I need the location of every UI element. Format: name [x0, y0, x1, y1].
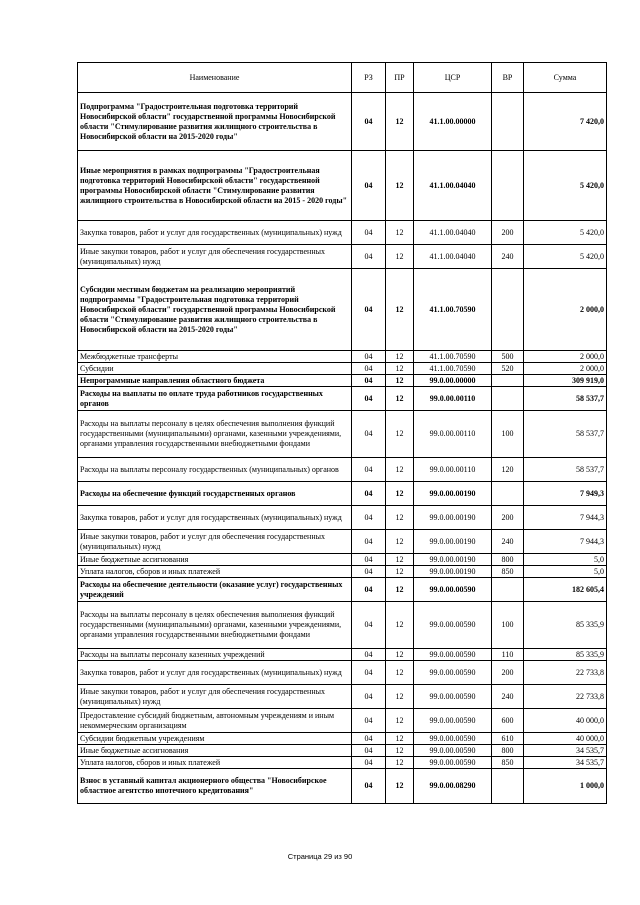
row-rz: 04 — [352, 506, 386, 530]
row-vr — [492, 769, 524, 804]
table-row — [78, 458, 607, 482]
row-rz: 04 — [352, 351, 386, 363]
row-name: Расходы на выплаты персоналу в целях обеспечения выполнения функций государственными (муниципальными) органами, казенными учреждениями, органами управления государственными внебюджетными фондами — [78, 602, 352, 649]
page-number: Страница 29 из 90 — [287, 852, 353, 861]
row-pr: 12 — [386, 93, 414, 151]
row-csr: 99.0.00.00590 — [414, 733, 492, 745]
row-pr: 12 — [386, 733, 414, 745]
row-csr: 99.0.00.00190 — [414, 554, 492, 566]
row-sum: 1 000,0 — [524, 769, 607, 804]
table-row — [78, 411, 607, 458]
row-name: Закупка товаров, работ и услуг для государственных (муниципальных) нужд — [78, 661, 352, 685]
row-pr: 12 — [386, 269, 414, 351]
table-row — [78, 245, 607, 269]
row-vr: 240 — [492, 685, 524, 709]
table-row — [78, 221, 607, 245]
row-vr: 200 — [492, 506, 524, 530]
table-row — [78, 375, 607, 387]
row-sum: 40 000,0 — [524, 709, 607, 733]
row-csr: 41.1.00.04040 — [414, 151, 492, 221]
row-vr: 850 — [492, 757, 524, 769]
row-name: Уплата налогов, сборов и иных платежей — [78, 757, 352, 769]
row-csr: 41.1.00.04040 — [414, 221, 492, 245]
row-rz: 04 — [352, 375, 386, 387]
row-pr: 12 — [386, 649, 414, 661]
row-vr: 500 — [492, 351, 524, 363]
row-pr: 12 — [386, 482, 414, 506]
row-csr: 99.0.00.00590 — [414, 685, 492, 709]
row-pr: 12 — [386, 661, 414, 685]
row-pr: 12 — [386, 375, 414, 387]
row-vr — [492, 387, 524, 411]
row-vr: 240 — [492, 245, 524, 269]
row-vr: 100 — [492, 602, 524, 649]
row-sum: 2 000,0 — [524, 269, 607, 351]
row-rz: 04 — [352, 733, 386, 745]
table-row — [78, 578, 607, 602]
row-sum: 34 535,7 — [524, 757, 607, 769]
row-vr: 240 — [492, 530, 524, 554]
row-name: Расходы на выплаты персоналу казенных учреждений — [78, 649, 352, 661]
row-csr: 99.0.00.00190 — [414, 530, 492, 554]
row-rz: 04 — [352, 554, 386, 566]
row-vr — [492, 151, 524, 221]
row-name: Расходы на обеспечение функций государственных органов — [78, 482, 352, 506]
row-sum: 182 605,4 — [524, 578, 607, 602]
row-rz: 04 — [352, 482, 386, 506]
row-pr: 12 — [386, 554, 414, 566]
row-name: Взнос в уставный капитал акционерного общества "Новосибирское областное агентство ипотечного кредитования" — [78, 769, 352, 804]
table-row — [78, 530, 607, 554]
page-footer — [0, 852, 640, 861]
table-row — [78, 482, 607, 506]
row-sum: 34 535,7 — [524, 745, 607, 757]
row-rz: 04 — [352, 709, 386, 733]
row-rz: 04 — [352, 685, 386, 709]
row-pr: 12 — [386, 387, 414, 411]
row-vr: 850 — [492, 566, 524, 578]
table-row — [78, 757, 607, 769]
header-vr: ВР — [492, 63, 524, 93]
row-csr: 99.0.00.08290 — [414, 769, 492, 804]
table-row — [78, 554, 607, 566]
row-vr: 200 — [492, 221, 524, 245]
row-csr: 41.1.00.70590 — [414, 269, 492, 351]
row-pr: 12 — [386, 530, 414, 554]
header-rz: РЗ — [352, 63, 386, 93]
row-sum: 22 733,8 — [524, 661, 607, 685]
table-row — [78, 745, 607, 757]
table-row — [78, 566, 607, 578]
header-csr: ЦСР — [414, 63, 492, 93]
row-csr: 99.0.00.00190 — [414, 482, 492, 506]
row-vr: 520 — [492, 363, 524, 375]
row-rz: 04 — [352, 93, 386, 151]
row-vr — [492, 93, 524, 151]
row-csr: 41.1.00.00000 — [414, 93, 492, 151]
row-name: Подпрограмма "Градостроительная подготовка территорий Новосибирской области" государственной программы Новосибирской области "Стимулирование развития жилищного строительства в Новосибирской области на 2015-2020 годы" — [78, 93, 352, 151]
row-pr: 12 — [386, 506, 414, 530]
row-csr: 41.1.00.04040 — [414, 245, 492, 269]
row-vr: 600 — [492, 709, 524, 733]
table-row — [78, 387, 607, 411]
row-csr: 99.0.00.00590 — [414, 709, 492, 733]
row-rz: 04 — [352, 769, 386, 804]
row-name: Субсидии бюджетным учреждениям — [78, 733, 352, 745]
row-pr: 12 — [386, 578, 414, 602]
row-rz: 04 — [352, 269, 386, 351]
row-rz: 04 — [352, 649, 386, 661]
row-pr: 12 — [386, 151, 414, 221]
row-sum: 2 000,0 — [524, 363, 607, 375]
table-row — [78, 151, 607, 221]
row-name: Расходы на обеспечение деятельности (оказание услуг) государственных учреждений — [78, 578, 352, 602]
budget-table — [77, 62, 607, 804]
row-csr: 99.0.00.00110 — [414, 387, 492, 411]
table-row — [78, 506, 607, 530]
row-rz: 04 — [352, 387, 386, 411]
table-row — [78, 733, 607, 745]
table-row — [78, 769, 607, 804]
row-csr: 99.0.00.00000 — [414, 375, 492, 387]
row-vr: 100 — [492, 411, 524, 458]
row-sum: 58 537,7 — [524, 387, 607, 411]
row-rz: 04 — [352, 602, 386, 649]
row-rz: 04 — [352, 578, 386, 602]
row-sum: 85 335,9 — [524, 649, 607, 661]
row-name: Закупка товаров, работ и услуг для государственных (муниципальных) нужд — [78, 221, 352, 245]
row-vr: 800 — [492, 745, 524, 757]
row-name: Иные бюджетные ассигнования — [78, 554, 352, 566]
row-sum: 58 537,7 — [524, 458, 607, 482]
row-pr: 12 — [386, 458, 414, 482]
row-rz: 04 — [352, 745, 386, 757]
row-name: Иные закупки товаров, работ и услуг для обеспечения государственных (муниципальных) нужд — [78, 245, 352, 269]
row-sum: 7 944,3 — [524, 506, 607, 530]
row-rz: 04 — [352, 458, 386, 482]
row-csr: 99.0.00.00110 — [414, 411, 492, 458]
row-sum: 40 000,0 — [524, 733, 607, 745]
row-rz: 04 — [352, 661, 386, 685]
row-pr: 12 — [386, 245, 414, 269]
row-sum: 7 420,0 — [524, 93, 607, 151]
row-pr: 12 — [386, 709, 414, 733]
header-sum: Сумма — [524, 63, 607, 93]
row-name: Иные закупки товаров, работ и услуг для обеспечения государственных (муниципальных) нужд — [78, 530, 352, 554]
row-name: Предоставление субсидий бюджетным, автономным учреждениям и иным некоммерческим организациям — [78, 709, 352, 733]
row-rz: 04 — [352, 151, 386, 221]
budget-table-body — [78, 63, 607, 804]
row-name: Иные бюджетные ассигнования — [78, 745, 352, 757]
row-sum: 309 919,0 — [524, 375, 607, 387]
row-sum: 5 420,0 — [524, 245, 607, 269]
row-rz: 04 — [352, 757, 386, 769]
table-row — [78, 93, 607, 151]
budget-sheet — [77, 62, 606, 804]
row-rz: 04 — [352, 411, 386, 458]
row-name: Субсидии местным бюджетам на реализацию мероприятий подпрограммы "Градостроительная подготовка территорий Новосибирской области" государственной программы Новосибирской области "Стимулирование развития жилищного строительства в Новосибирской области на 2015-2020 годы" — [78, 269, 352, 351]
row-pr: 12 — [386, 566, 414, 578]
row-rz: 04 — [352, 566, 386, 578]
row-rz: 04 — [352, 530, 386, 554]
row-vr: 800 — [492, 554, 524, 566]
table-row — [78, 363, 607, 375]
row-rz: 04 — [352, 221, 386, 245]
table-row — [78, 709, 607, 733]
row-sum: 22 733,8 — [524, 685, 607, 709]
row-name: Закупка товаров, работ и услуг для государственных (муниципальных) нужд — [78, 506, 352, 530]
row-vr — [492, 375, 524, 387]
row-csr: 99.0.00.00590 — [414, 649, 492, 661]
table-row — [78, 602, 607, 649]
table-header-row — [78, 63, 607, 93]
row-sum: 7 949,3 — [524, 482, 607, 506]
row-csr: 99.0.00.00590 — [414, 757, 492, 769]
row-pr: 12 — [386, 757, 414, 769]
row-pr: 12 — [386, 363, 414, 375]
row-sum: 7 944,3 — [524, 530, 607, 554]
row-vr: 120 — [492, 458, 524, 482]
table-row — [78, 269, 607, 351]
row-name: Расходы на выплаты персоналу государственных (муниципальных) органов — [78, 458, 352, 482]
row-name: Расходы на выплаты по оплате труда работников государственных органов — [78, 387, 352, 411]
row-rz: 04 — [352, 245, 386, 269]
header-pr: ПР — [386, 63, 414, 93]
row-vr: 200 — [492, 661, 524, 685]
row-sum: 58 537,7 — [524, 411, 607, 458]
row-csr: 99.0.00.00190 — [414, 506, 492, 530]
row-sum: 5,0 — [524, 554, 607, 566]
row-csr: 99.0.00.00110 — [414, 458, 492, 482]
row-name: Расходы на выплаты персоналу в целях обеспечения выполнения функций государственными (муниципальными) органами, казенными учреждениями, органами управления государственными внебюджетными фондами — [78, 411, 352, 458]
row-pr: 12 — [386, 602, 414, 649]
row-csr: 99.0.00.00190 — [414, 566, 492, 578]
row-sum: 5 420,0 — [524, 151, 607, 221]
table-row — [78, 351, 607, 363]
row-vr: 110 — [492, 649, 524, 661]
row-pr: 12 — [386, 411, 414, 458]
row-pr: 12 — [386, 769, 414, 804]
row-sum: 5 420,0 — [524, 221, 607, 245]
table-row — [78, 649, 607, 661]
row-csr: 99.0.00.00590 — [414, 745, 492, 757]
row-name: Иные закупки товаров, работ и услуг для обеспечения государственных (муниципальных) нужд — [78, 685, 352, 709]
row-sum: 85 335,9 — [524, 602, 607, 649]
table-row — [78, 685, 607, 709]
row-sum: 5,0 — [524, 566, 607, 578]
row-pr: 12 — [386, 685, 414, 709]
row-pr: 12 — [386, 221, 414, 245]
row-pr: 12 — [386, 745, 414, 757]
row-csr: 99.0.00.00590 — [414, 602, 492, 649]
row-rz: 04 — [352, 363, 386, 375]
row-csr: 41.1.00.70590 — [414, 351, 492, 363]
row-csr: 99.0.00.00590 — [414, 661, 492, 685]
row-name: Межбюджетные трансферты — [78, 351, 352, 363]
row-name: Субсидии — [78, 363, 352, 375]
row-vr: 610 — [492, 733, 524, 745]
row-sum: 2 000,0 — [524, 351, 607, 363]
row-vr — [492, 482, 524, 506]
row-pr: 12 — [386, 351, 414, 363]
row-name: Иные мероприятия в рамках подпрограммы "Градостроительная подготовка территорий Новосибирской области" государственной программы Новосибирской области "Стимулирование развития жилищного строительства в Новосибирской области на 2015 - 2020 годы" — [78, 151, 352, 221]
row-csr: 99.0.00.00590 — [414, 578, 492, 602]
row-csr: 41.1.00.70590 — [414, 363, 492, 375]
header-name: Наименование — [78, 63, 352, 93]
row-vr — [492, 269, 524, 351]
row-name: Уплата налогов, сборов и иных платежей — [78, 566, 352, 578]
table-row — [78, 661, 607, 685]
row-name: Непрограммные направления областного бюджета — [78, 375, 352, 387]
row-vr — [492, 578, 524, 602]
